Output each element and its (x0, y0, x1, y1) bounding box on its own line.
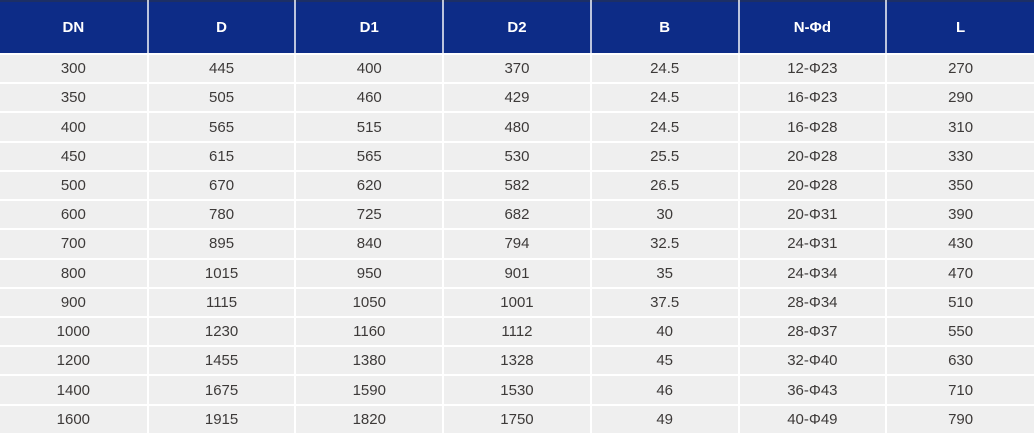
table-cell: 582 (443, 171, 591, 200)
column-header-l: L (886, 1, 1034, 54)
table-cell: 1530 (443, 375, 591, 404)
table-cell: 32-Φ40 (739, 346, 887, 375)
table-cell: 950 (295, 259, 443, 288)
table-cell: 1380 (295, 346, 443, 375)
table-cell: 25.5 (591, 142, 739, 171)
table-cell: 24.5 (591, 112, 739, 141)
table-cell: 630 (886, 346, 1034, 375)
table-cell: 390 (886, 200, 1034, 229)
table-cell: 1115 (148, 288, 296, 317)
table-cell: 550 (886, 317, 1034, 346)
table-cell: 40 (591, 317, 739, 346)
table-cell: 20-Φ28 (739, 171, 887, 200)
table-cell: 32.5 (591, 229, 739, 258)
table-cell: 530 (443, 142, 591, 171)
table-cell: 310 (886, 112, 1034, 141)
table-row (0, 229, 1034, 258)
table-cell: 350 (886, 171, 1034, 200)
table-cell: 1200 (0, 346, 148, 375)
column-header-n-d: N-Φd (739, 1, 887, 54)
table-cell: 790 (886, 405, 1034, 433)
table-cell: 800 (0, 259, 148, 288)
table-cell: 682 (443, 200, 591, 229)
table-cell: 26.5 (591, 171, 739, 200)
table-cell: 670 (148, 171, 296, 200)
table-row (0, 346, 1034, 375)
table-cell: 370 (443, 54, 591, 83)
table-row (0, 200, 1034, 229)
table-cell: 28-Φ34 (739, 288, 887, 317)
table-cell: 615 (148, 142, 296, 171)
table-cell: 794 (443, 229, 591, 258)
table-cell: 700 (0, 229, 148, 258)
table-cell: 350 (0, 83, 148, 112)
column-header-d: D (148, 1, 296, 54)
table-body (0, 54, 1034, 433)
table-cell: 710 (886, 375, 1034, 404)
table-cell: 500 (0, 171, 148, 200)
table-cell: 510 (886, 288, 1034, 317)
table-cell: 780 (148, 200, 296, 229)
table-cell: 480 (443, 112, 591, 141)
table-cell: 290 (886, 83, 1034, 112)
table-cell: 400 (295, 54, 443, 83)
table-row (0, 288, 1034, 317)
table-row (0, 83, 1034, 112)
table-cell: 270 (886, 54, 1034, 83)
table-cell: 450 (0, 142, 148, 171)
table-cell: 1015 (148, 259, 296, 288)
table-cell: 28-Φ37 (739, 317, 887, 346)
table-row (0, 375, 1034, 404)
table-cell: 1455 (148, 346, 296, 375)
table-cell: 1675 (148, 375, 296, 404)
table-cell: 1600 (0, 405, 148, 433)
table-cell: 40-Φ49 (739, 405, 887, 433)
table-cell: 1915 (148, 405, 296, 433)
table-row (0, 259, 1034, 288)
table-cell: 1001 (443, 288, 591, 317)
table-cell: 400 (0, 112, 148, 141)
table-cell: 1112 (443, 317, 591, 346)
table-cell: 1328 (443, 346, 591, 375)
table-cell: 900 (0, 288, 148, 317)
table-cell: 24.5 (591, 54, 739, 83)
table-header (0, 1, 1034, 54)
table-cell: 1230 (148, 317, 296, 346)
table-cell: 37.5 (591, 288, 739, 317)
column-header-dn: DN (0, 1, 148, 54)
table-cell: 49 (591, 405, 739, 433)
table-cell: 16-Φ28 (739, 112, 887, 141)
table-cell: 901 (443, 259, 591, 288)
table-cell: 35 (591, 259, 739, 288)
table-cell: 30 (591, 200, 739, 229)
table-row (0, 142, 1034, 171)
table-cell: 565 (295, 142, 443, 171)
table-cell: 1590 (295, 375, 443, 404)
table-cell: 12-Φ23 (739, 54, 887, 83)
table-cell: 300 (0, 54, 148, 83)
column-header-d2: D2 (443, 1, 591, 54)
column-header-b: B (591, 1, 739, 54)
table-cell: 330 (886, 142, 1034, 171)
table-cell: 515 (295, 112, 443, 141)
table-cell: 16-Φ23 (739, 83, 887, 112)
table-cell: 46 (591, 375, 739, 404)
table-cell: 24-Φ34 (739, 259, 887, 288)
table-cell: 840 (295, 229, 443, 258)
table-cell: 430 (886, 229, 1034, 258)
table-cell: 470 (886, 259, 1034, 288)
table-cell: 445 (148, 54, 296, 83)
table-row (0, 54, 1034, 83)
table-cell: 895 (148, 229, 296, 258)
table-cell: 600 (0, 200, 148, 229)
table-cell: 565 (148, 112, 296, 141)
table-row (0, 317, 1034, 346)
table-cell: 725 (295, 200, 443, 229)
table-cell: 1400 (0, 375, 148, 404)
table-cell: 1050 (295, 288, 443, 317)
table-cell: 429 (443, 83, 591, 112)
table-cell: 20-Φ28 (739, 142, 887, 171)
header-row (0, 1, 1034, 54)
table-row (0, 112, 1034, 141)
column-header-d1: D1 (295, 1, 443, 54)
table-cell: 1750 (443, 405, 591, 433)
table-cell: 24.5 (591, 83, 739, 112)
table-row (0, 405, 1034, 433)
table-cell: 460 (295, 83, 443, 112)
table-cell: 1160 (295, 317, 443, 346)
table-cell: 1000 (0, 317, 148, 346)
table-cell: 36-Φ43 (739, 375, 887, 404)
table-row (0, 171, 1034, 200)
table-cell: 20-Φ31 (739, 200, 887, 229)
table-cell: 620 (295, 171, 443, 200)
table-cell: 505 (148, 83, 296, 112)
table-cell: 45 (591, 346, 739, 375)
table-cell: 24-Φ31 (739, 229, 887, 258)
table-cell: 1820 (295, 405, 443, 433)
